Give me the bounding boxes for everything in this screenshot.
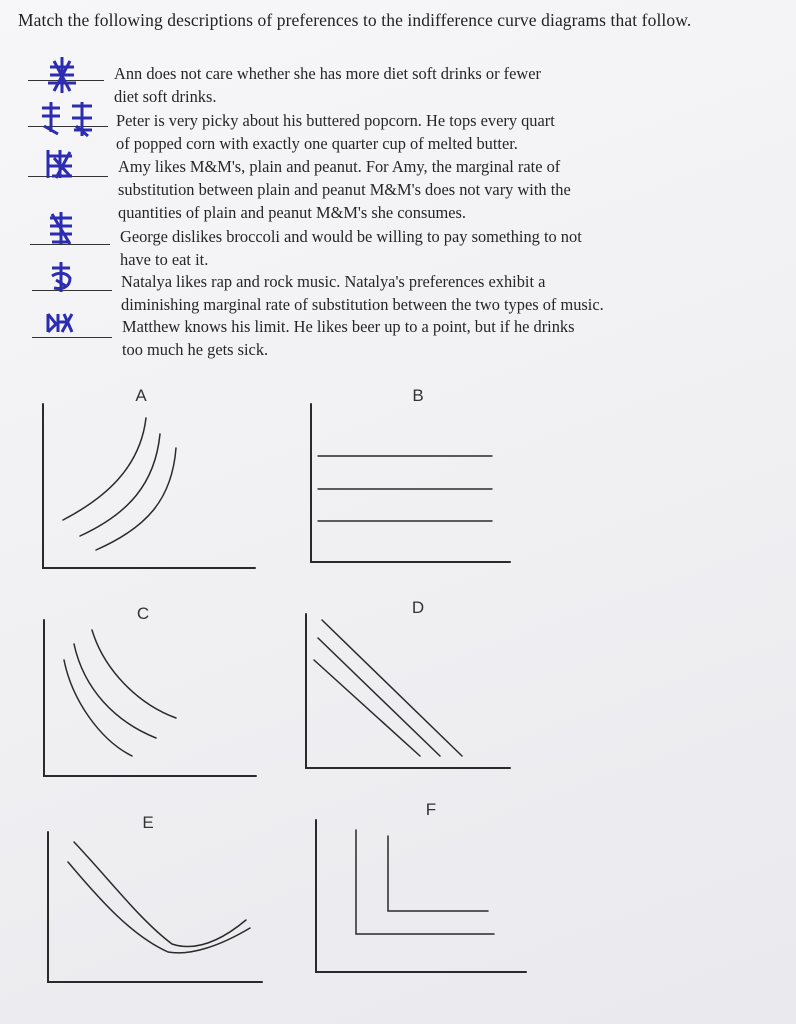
diagram-label-f: F [425, 800, 437, 819]
diagram-d-line-3 [322, 620, 462, 756]
diagram-d [306, 614, 510, 768]
diagram-d-line-2 [318, 638, 440, 756]
diagram-label-a: A [135, 386, 147, 405]
instructions: Match the following descriptions of preferences to the indifference curve diagrams that follow. [18, 10, 692, 30]
description-ann: Ann does not care whether she has more diet soft drinks or fewer diet soft drinks. [114, 64, 541, 106]
diagram-label-c: C [136, 604, 150, 623]
diagram-c-curve-1 [64, 660, 132, 756]
diagram-d-line-1 [314, 660, 420, 756]
description-amy: Amy likes M&M's, plain and peanut. For Amy, the marginal rate of substitution between plain and peanut M&M's does not vary with the quantities of plain and peanut M&M's she consumes. [118, 157, 571, 222]
diagram-f-corner-1 [388, 836, 488, 911]
diagram-label-b: B [412, 386, 424, 405]
description-natalya: Natalya likes rap and rock music. Natalya's preferences exhibit a diminishing marginal rate of substitution between the two types of music. [121, 272, 604, 314]
diagram-a [43, 404, 255, 568]
diagram-c [44, 620, 256, 776]
diagram-a-curve-1 [63, 418, 146, 520]
description-peter: Peter is very picky about his buttered popcorn. He tops every quart of popped corn with exactly one quarter cup of melted butter. [116, 111, 555, 153]
diagram-c-axes [44, 620, 256, 776]
diagram-e [48, 832, 262, 982]
diagram-e-curve-2 [68, 862, 250, 953]
diagram-c-curve-2 [74, 644, 156, 738]
diagram-e-curve-1 [74, 842, 246, 947]
diagram-b [311, 404, 510, 562]
diagram-b-axes [311, 404, 510, 562]
diagram-label-d: D [411, 598, 425, 617]
description-matthew: Matthew knows his limit. He likes beer up to a point, but if he drinks too much he gets sick. [122, 317, 575, 359]
diagram-a-axes [43, 404, 255, 568]
diagram-f [316, 820, 526, 972]
diagram-a-curve-2 [80, 434, 160, 536]
diagram-c-curve-3 [92, 630, 176, 718]
description-george: George dislikes broccoli and would be willing to pay something to not have to eat it. [120, 227, 582, 269]
diagram-f-corner-2 [356, 830, 494, 934]
diagram-e-axes [48, 832, 262, 982]
diagram-a-curve-3 [96, 448, 176, 550]
diagram-f-axes [316, 820, 526, 972]
diagram-label-e: E [142, 813, 154, 832]
